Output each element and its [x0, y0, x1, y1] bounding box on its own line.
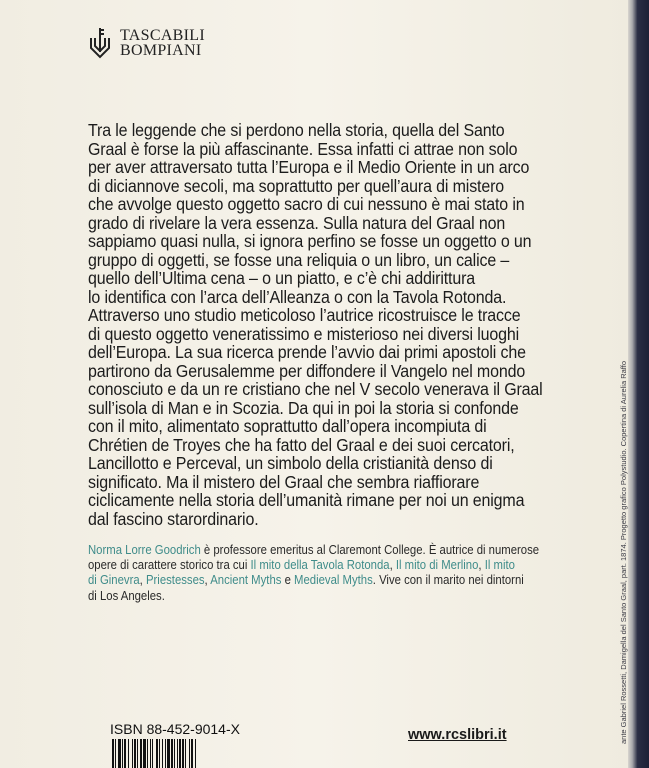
blurb-line: Graal è forse la più affascinante. Essa infatti ci attrae non solo: [88, 138, 518, 159]
blurb-line: dell’Europa. La sua ricerca prende l’avvio dai primi apostoli che: [88, 342, 526, 362]
bompiani-shield-logo-icon: [88, 26, 112, 60]
blurb-line: ciclicamente nella storia dell’umanità rimane per noi un enigma: [88, 490, 525, 510]
publisher-line1: TASCABILI: [120, 27, 205, 44]
bio-text: ,: [389, 558, 396, 573]
blurb-line: dal fascino starordinario.: [88, 508, 259, 529]
blurb-line: di questo oggetto veneratissimo e misterioso nei diversi luoghi: [88, 323, 520, 344]
blurb-line: partirono da Gerusalemme per diffondere il Vangelo nel mondo: [88, 360, 526, 381]
cover-credit: ante Gabriel Rossetti, Damigella del Santo Graal, part. 1874. Progetto grafico Polystudio. Copertina di Aurelia Raffo: [619, 361, 628, 744]
bio-text: e: [281, 573, 295, 588]
bio-text: ,: [204, 573, 211, 588]
work-title: Il mito della Tavola Rotonda: [250, 558, 390, 573]
work-title: Ancient Myths: [210, 573, 282, 588]
blurb-line: Attraverso uno studio meticoloso l’autrice ricostruisce le tracce: [88, 305, 521, 325]
spine-edge: [628, 0, 649, 768]
blurb-line: Tra le leggende che si perdono nella storia, quella del Santo: [88, 120, 505, 140]
bio-text: opere di carattere storico tra cui: [88, 558, 251, 573]
blurb-text: [88, 121, 543, 528]
publisher-line2: BOMPIANI: [120, 42, 202, 59]
bio-text: è professore emeritus al Claremont College. È autrice di numerose: [200, 543, 540, 557]
blurb-line: conosciuto e da un re cristiano che nel V secolo venerava il Graal: [88, 379, 543, 399]
blurb-line: con il mito, alimentato soprattutto dall’opera incompiuta di: [88, 416, 487, 436]
blurb-line: significato. Ma il mistero del Graal che sembra riaffiorare: [88, 471, 480, 492]
work-title: Il mito di Merlino: [395, 558, 479, 573]
blurb-line: Lancillotto e Perceval, un simbolo della cristianità denso di: [88, 453, 493, 473]
blurb-line: per aver attraversato tutta l’Europa e il Medio Oriente in un arco: [88, 157, 530, 177]
blurb-line: di diciannove secoli, ma soprattutto per quell’aura di mistero: [88, 175, 505, 196]
blurb-line: sappiamo quasi nulla, si ignora perfino se fosse un oggetto o un: [88, 231, 532, 251]
work-title: Priestesses: [145, 573, 205, 588]
barcode-bar: [195, 739, 196, 768]
publisher-logo: [88, 26, 205, 60]
work-title: Il mito: [484, 558, 515, 573]
blurb-line: quello dell’Ultima cena – o un piatto, e c’è chi addirittura: [88, 268, 476, 288]
blurb-line: gruppo di oggetti, se fosse una reliquia o un libro, un calice –: [88, 249, 510, 270]
blurb-line: lo identifica con l’arca dell’Alleanza o con la Tavola Rotonda.: [88, 286, 507, 307]
blurb-line: Chrétien de Troyes che ha fatto del Graal e dei suoi cercatori,: [88, 434, 515, 455]
work-title: di Ginevra: [88, 573, 140, 588]
work-title: Medieval Myths: [294, 573, 373, 588]
author-name: Norma Lorre Goodrich: [88, 543, 201, 557]
author-bio: [88, 543, 539, 604]
blurb-line: che avvolge questo oggetto sacro di cui nessuno è mai stato in: [88, 194, 525, 214]
bio-text: ,: [139, 573, 146, 588]
bio-text: ,: [478, 558, 485, 573]
barcode: [112, 739, 232, 768]
bio-text: di Los Angeles.: [88, 588, 165, 603]
bio-text: . Vive con il marito nei dintorni: [372, 573, 524, 588]
isbn: ISBN 88-452-9014-X: [110, 721, 240, 737]
blurb-line: sull’isola di Man e in Scozia. Da qui in poi la storia si confonde: [88, 397, 519, 418]
website-link[interactable]: www.rcslibri.it: [408, 727, 507, 743]
blurb-line: grado di rivelare la vera essenza. Sulla natura del Graal non: [88, 212, 506, 233]
